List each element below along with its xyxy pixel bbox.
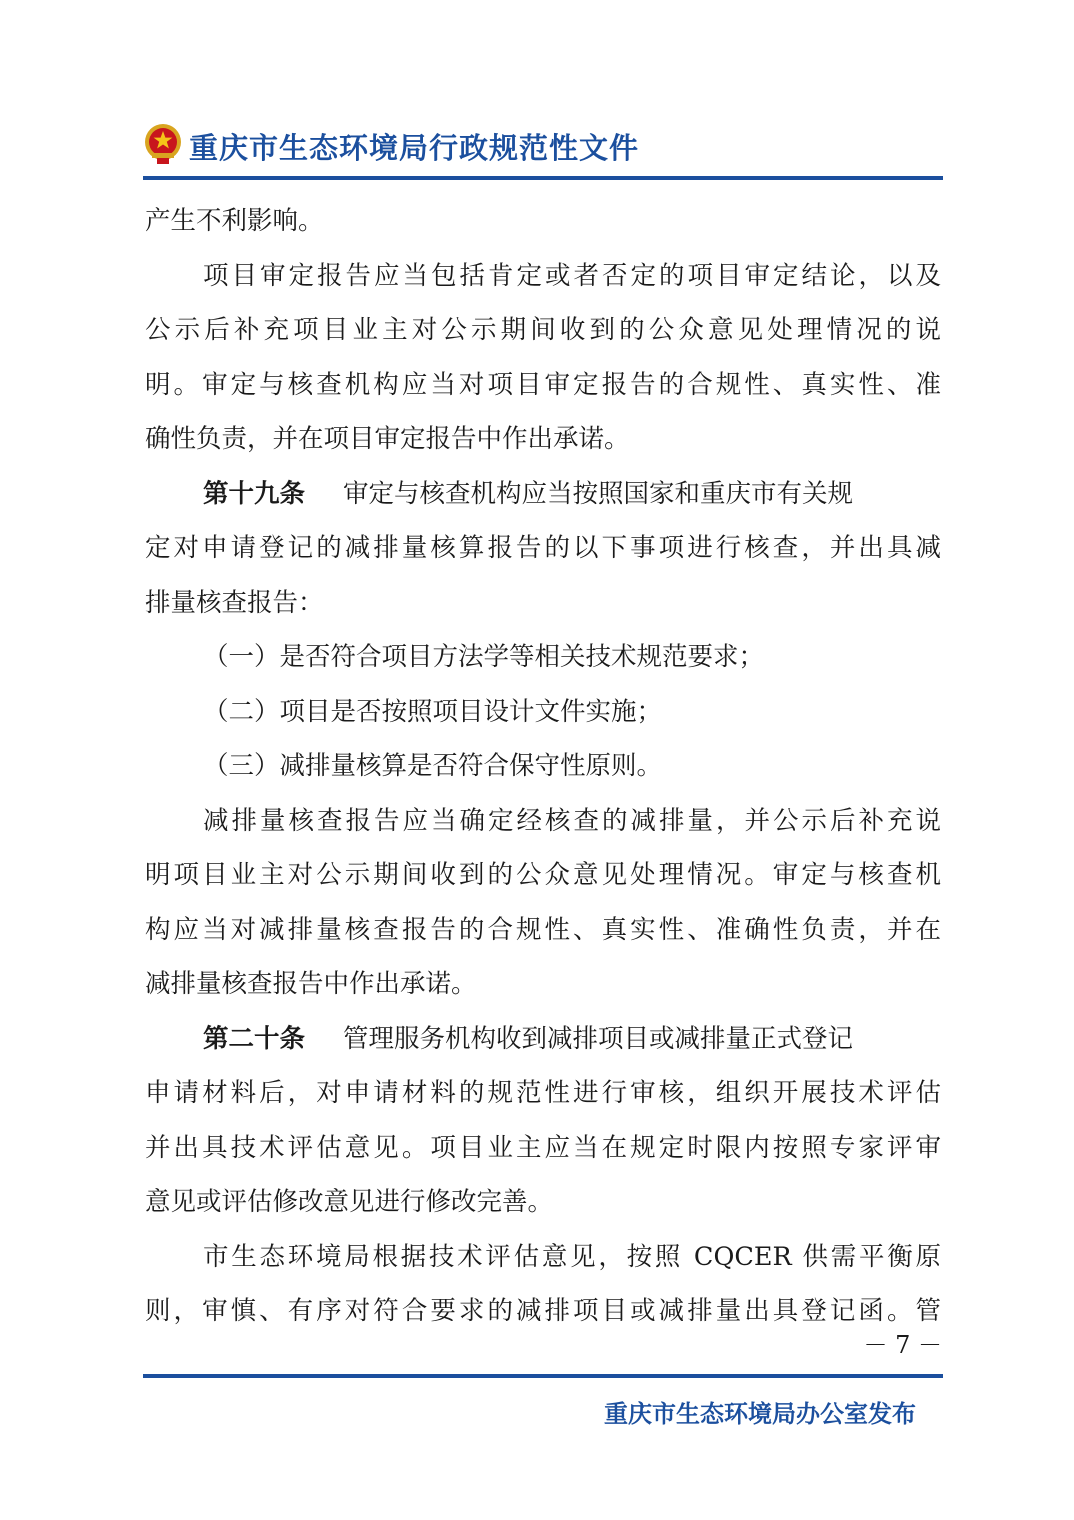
list-item: （一）是否符合项目方法学等相关技术规范要求； (203, 642, 765, 672)
text-line: 明。审定与核查机构应当对项目审定报告的合规性、真实性、准 (145, 369, 941, 400)
text-line: 项目审定报告应当包括肯定或者否定的项目审定结论，以及 (203, 260, 941, 291)
footer-divider (143, 1374, 943, 1378)
text-line: 排量核查报告： (145, 587, 324, 618)
text-line: 定对申请登记的减排量核算报告的以下事项进行核查，并出具减 (145, 533, 941, 563)
text-line: 减排量核查报告中作出承诺。 (145, 969, 477, 999)
list-item: （二）项目是否按照项目设计文件实施； (203, 696, 663, 727)
footer-publisher: 重庆市生态环境局办公室发布 (604, 1400, 916, 1428)
text-line: 则，审慎、有序对符合要求的减排项目或减排量出具登记函。管 (145, 1296, 941, 1326)
text-line: 确性负责，并在项目审定报告中作出承诺。 (145, 424, 630, 454)
header-divider (143, 176, 943, 180)
header-title: 重庆市生态环境局行政规范性文件 (189, 131, 640, 165)
text-line: 意见或评估修改意见进行修改完善。 (145, 1187, 554, 1217)
text-segment: 管理服务机构收到减排项目或减排量正式登记 (343, 1023, 854, 1054)
text-line: 申请材料后，对申请材料的规范性进行审核，组织开展技术评估 (145, 1078, 941, 1108)
text-line: 构应当对减排量核查报告的合规性、真实性、准确性负责，并在 (145, 914, 941, 945)
text-line: 明项目业主对公示期间收到的公众意见处理情况。审定与核查机 (145, 860, 941, 890)
article-number: 第二十条 (203, 1023, 306, 1054)
text-line: 产生不利影响。 (145, 206, 324, 236)
document-body (145, 194, 941, 1339)
article-20-line (145, 1012, 941, 1067)
text-segment: 审定与核查机构应当按照国家和重庆市有关规 (343, 478, 854, 509)
text-line: 并出具技术评估意见。项目业主应当在规定时限内按照专家评审 (145, 1132, 941, 1163)
national-emblem-icon (143, 122, 183, 166)
article-19-line (145, 467, 941, 522)
page-number: － 7 － (863, 1331, 942, 1359)
text-line: 市生态环境局根据技术评估意见，按照 CQCER 供需平衡原 (203, 1241, 941, 1272)
text-line: 减排量核查报告应当确定经核查的减排量，并公示后补充说 (203, 805, 941, 836)
article-number: 第十九条 (203, 478, 306, 509)
list-item: （三）减排量核算是否符合保守性原则。 (203, 751, 663, 781)
document-header (143, 118, 943, 178)
text-line: 公示后补充项目业主对公示期间收到的公众意见处理情况的说 (145, 315, 941, 345)
